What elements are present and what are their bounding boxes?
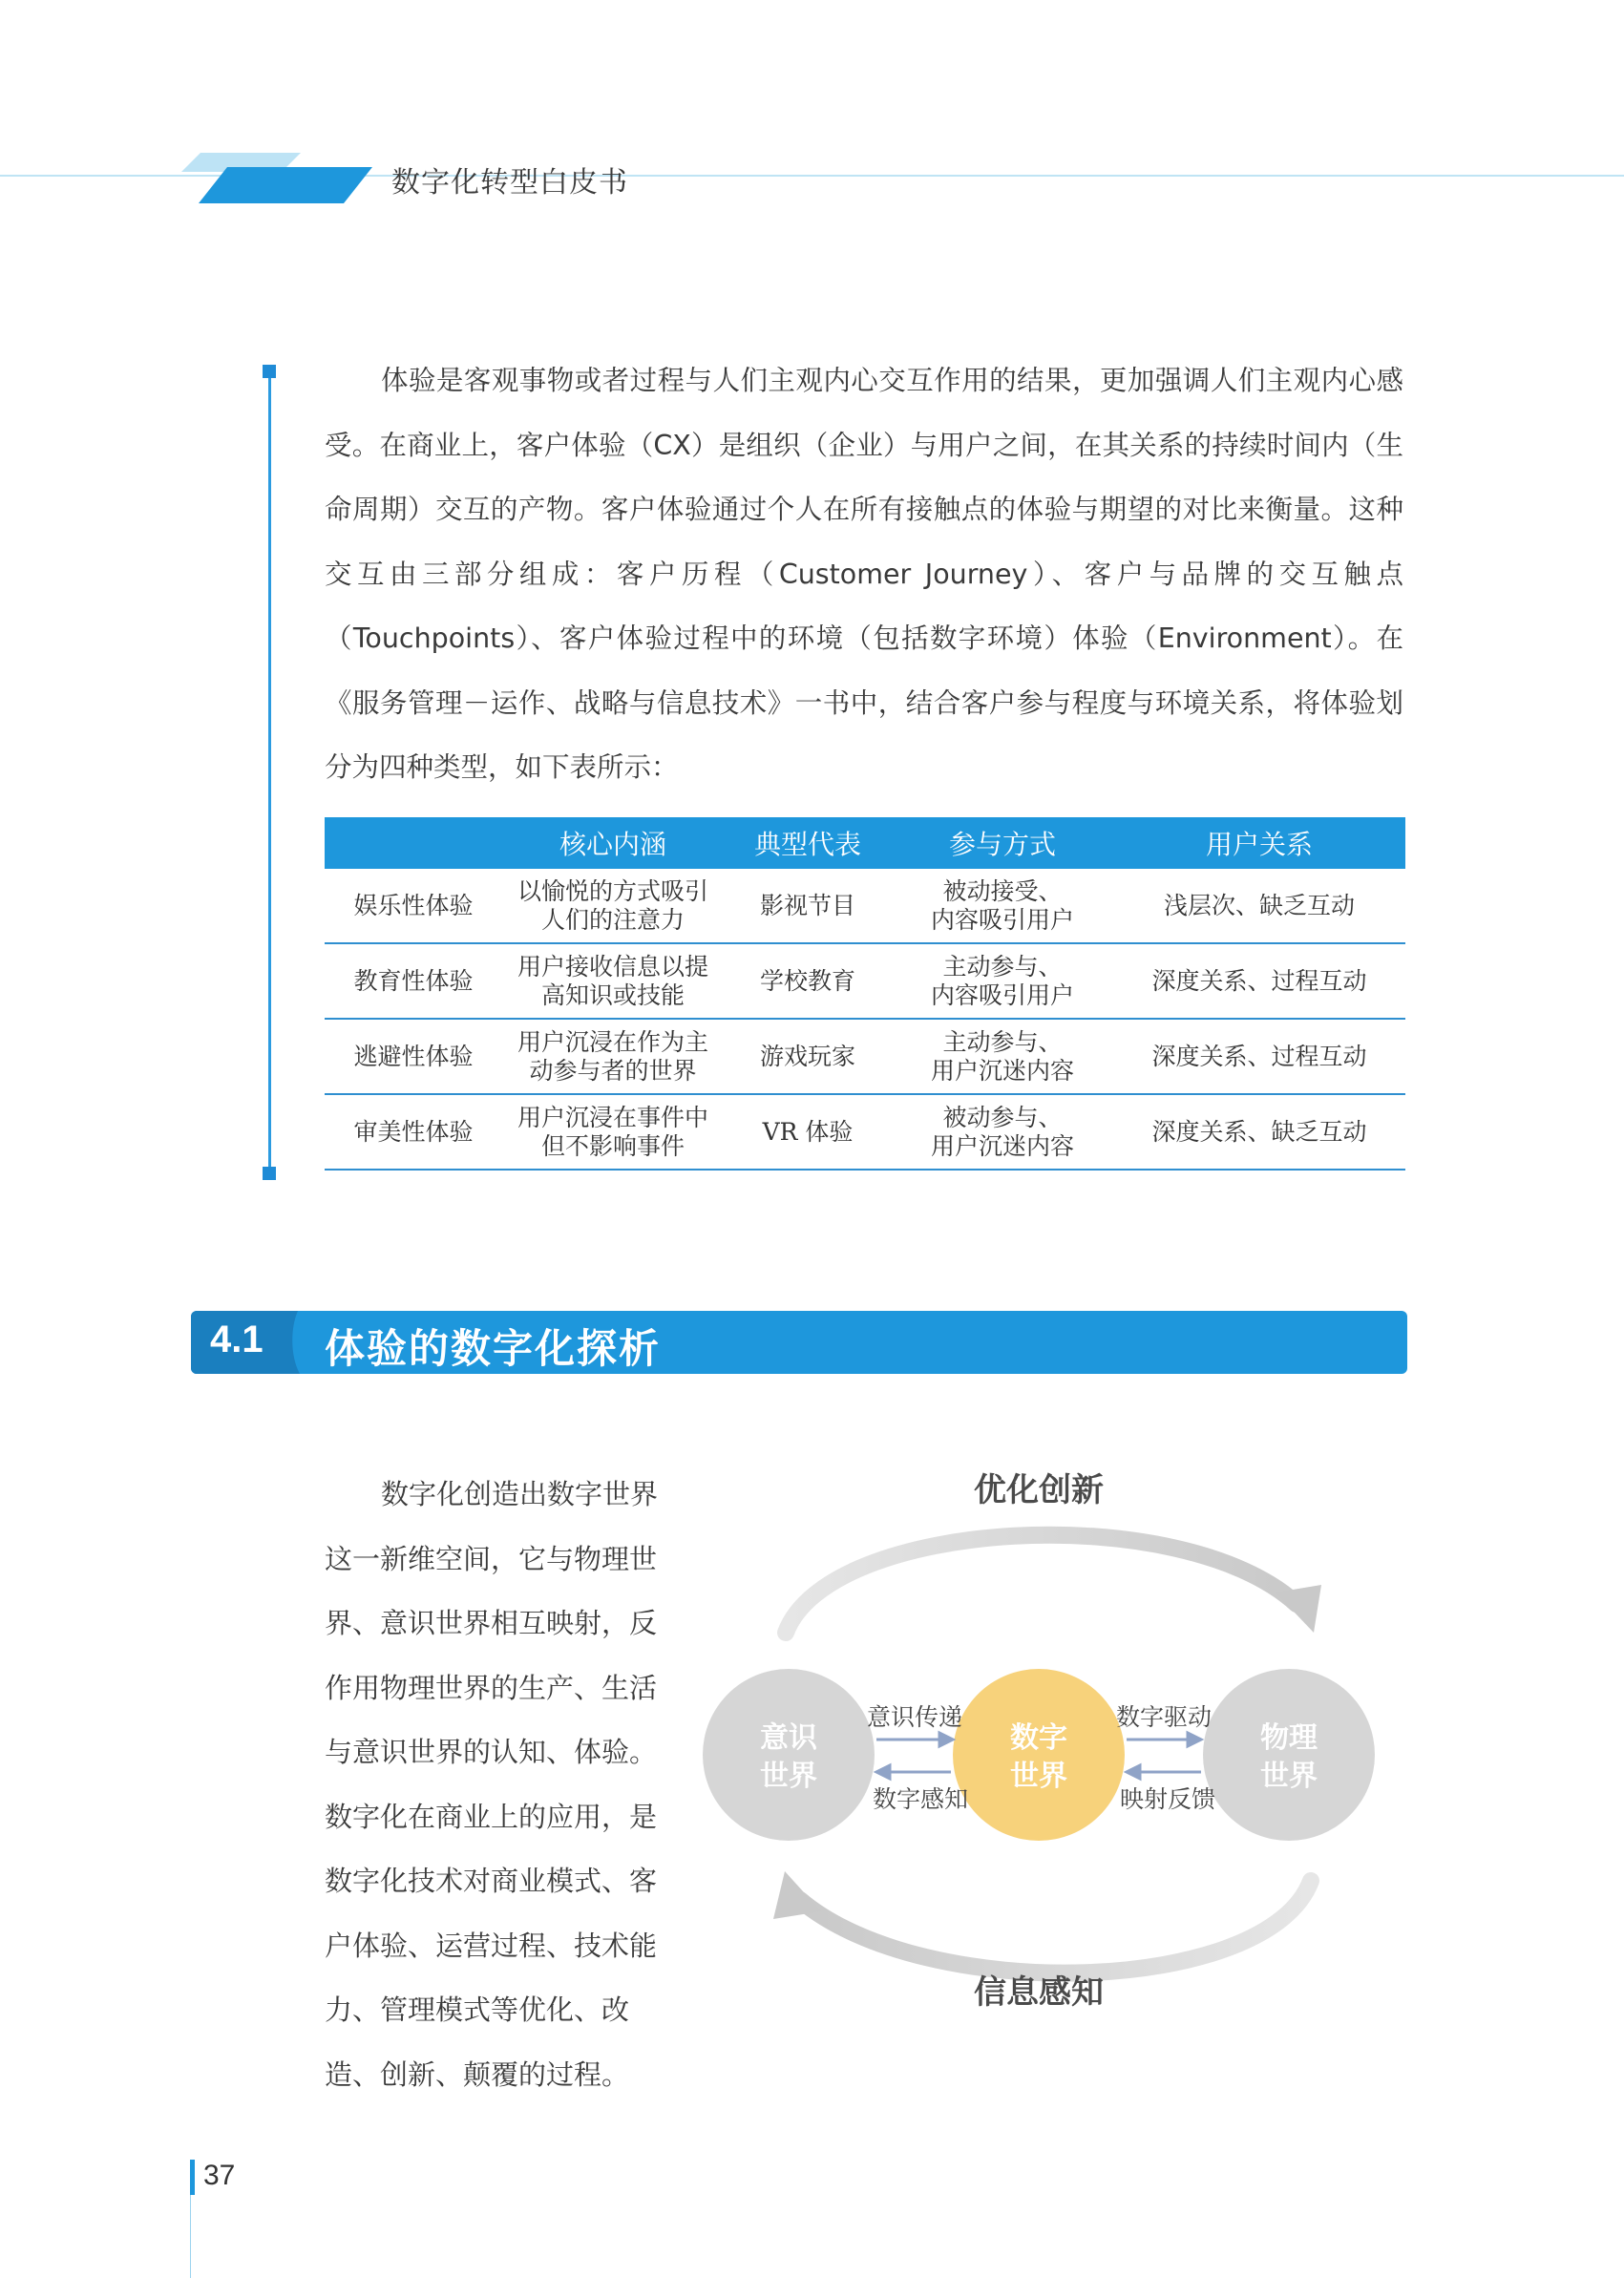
table-header: 典型代表 [724,817,892,869]
mode-cell: 主动参与、 用户沉迷内容 [892,1019,1113,1094]
center-circle-line1: 数字 [1010,1721,1067,1755]
table-row [325,1019,1405,1094]
left-right-arrowhead [939,1733,953,1746]
center-circle-line2: 世界 [1010,1760,1067,1793]
page-number-marker [190,2160,195,2195]
relation-cell: 深度关系、过程互动 [1113,1019,1405,1094]
core-cell: 用户沉浸在事件中 但不影响事件 [502,1094,724,1170]
digital-world-circle [953,1669,1125,1841]
type-cell: 教育性体验 [325,943,502,1019]
experience-types-table [325,817,1405,1171]
relation-cell: 深度关系、缺乏互动 [1113,1094,1405,1170]
bracket-dot-bottom [263,1167,276,1180]
type-cell: 逃避性体验 [325,1019,502,1094]
bracket-dot-top [263,365,276,378]
left-left-arrowhead [876,1765,890,1779]
mode-cell: 被动参与、 用户沉迷内容 [892,1094,1113,1170]
right-circle-line1: 物理 [1260,1721,1318,1755]
bottom-cycle-arrow [773,1871,1311,1973]
intro-paragraph: 体验是客观事物或者过程与人们主观内心交互作用的结果，更加强调人们主观内心感受。在商业上，客户体验（CX）是组织（企业）与用户之间，在其关系的持续时间内（生命周期）交互的产物。客户体验通过个人在所有接触点的体验与期望的对比来衡量。这种交互由三部分组成：客户历程（Customer Journey）、客户与品牌的交互触点（Touchpoints）、客户体验过程中的环境（包括数字环境）体验（Environment）。在《服务管理－运作、战略与信息技术》一书中，结合客户参与程度与环境关系，将体验划分为四种类型，如下表所示： [325,365,1403,783]
section-number: 4.1 [210,1318,264,1360]
table-row [325,869,1405,943]
footer-rule [190,2195,191,2278]
table-header: 参与方式 [892,817,1113,869]
digital-world-diagram [685,1461,1411,2014]
right-circle-line2: 世界 [1260,1760,1318,1793]
arrow-label-digital-perception: 数字感知 [872,1785,969,1813]
physical-world-circle [1203,1669,1375,1841]
type-cell: 娱乐性体验 [325,869,502,943]
right-right-arrowhead [1188,1733,1201,1746]
example-cell: 游戏玩家 [724,1019,892,1094]
right-left-arrowhead [1127,1765,1140,1779]
arrow-label-consciousness-transfer: 意识传递 [866,1703,963,1731]
top-label: 优化创新 [974,1471,1104,1509]
table-header: 用户关系 [1113,817,1405,869]
core-cell: 用户接收信息以提 高知识或技能 [502,943,724,1019]
example-cell: 影视节目 [724,869,892,943]
consciousness-world-circle [703,1669,875,1841]
table-header [325,817,502,869]
relation-cell: 浅层次、缺乏互动 [1113,869,1405,943]
mode-cell: 被动接受、 内容吸引用户 [892,869,1113,943]
section-body-paragraph: 数字化创造出数字世界这一新维空间，它与物理世界、意识世界相互映射，反作用物理世界的生产、生活与意识世界的认知、体验。数字化在商业上的应用，是数字化技术对商业模式、客户体验、运营过程、技术能力、管理模式等优化、改造、创新、颠覆的过程。 [325,1478,659,2091]
example-cell: 学校教育 [724,943,892,1019]
table-header-row [325,817,1405,869]
table-row [325,1094,1405,1170]
quote-bracket [268,370,271,1172]
section-title: 体验的数字化探析 [325,1325,662,1372]
bottom-label: 信息感知 [974,1973,1104,2012]
core-cell: 用户沉浸在作为主 动参与者的世界 [502,1019,724,1094]
left-circle-line1: 意识 [760,1721,817,1755]
example-cell: VR 体验 [724,1094,892,1170]
left-circle-line2: 世界 [760,1760,817,1793]
table-header: 核心内涵 [502,817,724,869]
core-cell: 以愉悦的方式吸引 人们的注意力 [502,869,724,943]
mode-cell: 主动参与、 内容吸引用户 [892,943,1113,1019]
header-decoration [181,153,382,206]
relation-cell: 深度关系、过程互动 [1113,943,1405,1019]
table-row [325,943,1405,1019]
arrow-label-mapping-feedback: 映射反馈 [1119,1785,1216,1813]
page-number: 37 [203,2160,236,2191]
top-cycle-arrow [786,1535,1321,1633]
type-cell: 审美性体验 [325,1094,502,1170]
document-title: 数字化转型白皮书 [391,166,628,200]
section-banner [191,1311,1407,1374]
arrow-label-digital-drive: 数字驱动 [1115,1703,1213,1731]
